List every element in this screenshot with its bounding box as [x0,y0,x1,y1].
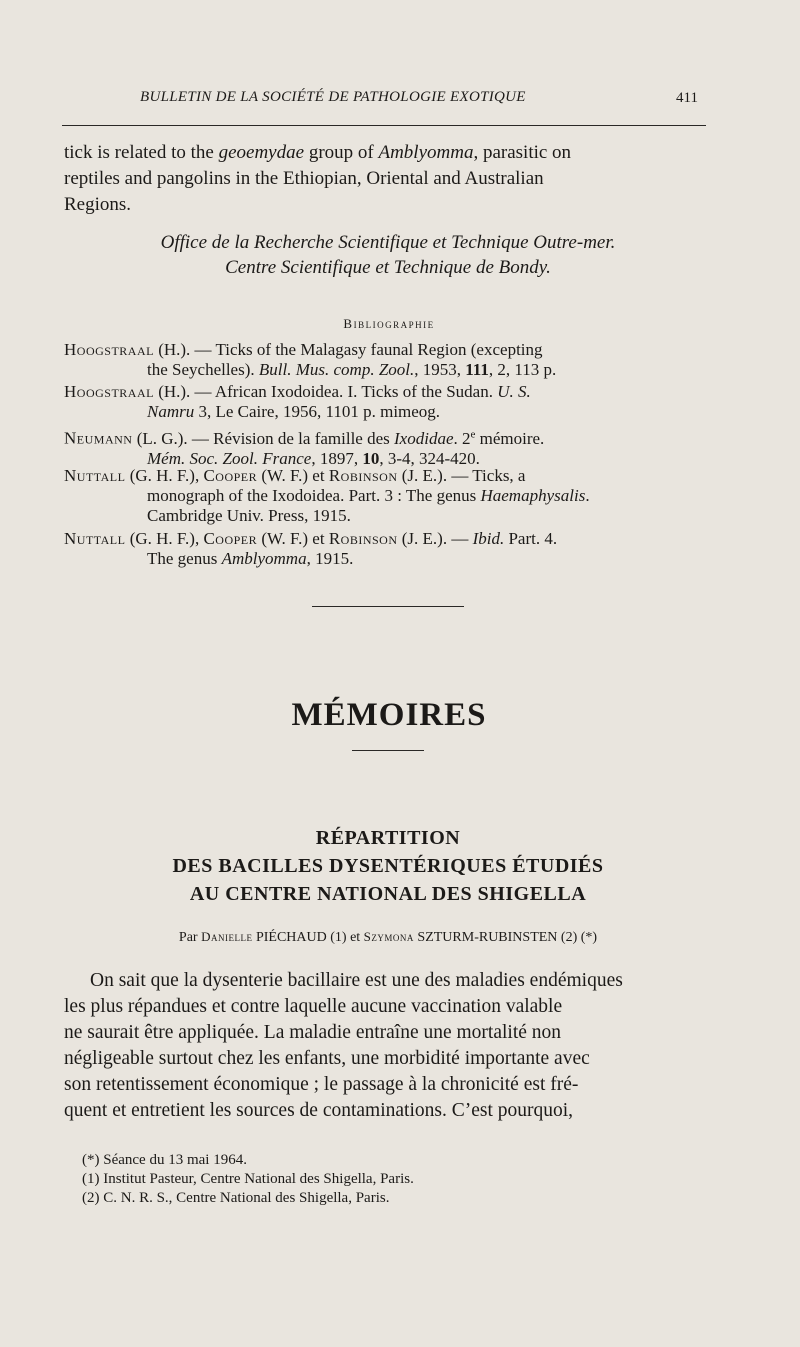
running-header: BULLETIN DE LA SOCIÉTÉ DE PATHOLOGIE EXOTIQUE [140,89,526,105]
article-title-line-2: DES BACILLES DYSENTÉRIQUES ÉTUDIÉS [172,855,604,877]
ref1-line1: (H.). — Ticks of the Malagasy faunal Region (excepting [158,340,543,359]
ref1-line2: the Seychelles). Bull. Mus. comp. Zool., 1953, 111, 2, 113 p. [147,360,557,379]
ref5-line2: The genus Amblyomma, 1915. [147,549,354,568]
paragraph-line-3: ne saurait être appliquée. La maladie entraîne une mortalité non [64,1022,562,1043]
article-title-line-1: RÉPARTITION [315,827,461,849]
paragraph-line-1: On sait que la dysenterie bacillaire est une des maladies endémiques [90,970,623,991]
section-title: MÉMOIRES [291,697,487,733]
author1-last-name: PIÉCHAUD [255,930,327,945]
bibliography-end-rule [312,606,464,607]
footnote-2: (2) C. N. R. S., Centre National des Shigella, Paris. [82,1190,390,1206]
ref4-line1: (G. H. F.), Cooper (W. F.) et Robinson (J. E.). — Ticks, a [129,466,526,485]
reference-2 [64,382,716,422]
reference-3 [64,424,716,469]
ref3-author: Neumann [64,428,133,448]
reference-5 [64,529,716,569]
affiliation-line-2: Centre Scientifique et Technique de Bondy. [225,257,551,278]
intro-amblyomma: Amblyomma [378,142,474,163]
paragraph-line-4: négligeable surtout chez les enfants, une morbidité importante avec [64,1048,590,1069]
article-title-line-3: AU CENTRE NATIONAL DES SHIGELLA [189,883,587,905]
ref2-line1: (H.). — African Ixodoidea. I. Ticks of the Sudan. U. S. [158,382,531,401]
ref2-line2: Namru 3, Le Caire, 1956, 1101 p. mimeog. [147,402,441,421]
ref3-line1: (L. G.). — Révision de la famille des Ixodidae. 2e mémoire. [136,428,545,448]
intro-line-2: reptiles and pangolins in the Ethiopian, Oriental and Australian [64,168,544,189]
reference-1 [64,340,716,380]
intro-line-3: Regions. [64,194,132,215]
ref5-author: Nuttall [64,529,126,548]
bibliography-heading: Bibliographie [343,316,435,331]
ref4-line3: Cambridge Univ. Press, 1915. [147,506,351,525]
paragraph-line-6: quent et entretient les sources de contaminations. C’est pourquoi, [64,1100,574,1121]
byline-et: et [350,930,361,945]
page-number: 411 [676,90,698,106]
ref1-author: Hoogstraal [64,340,154,359]
ref5-line1: (G. H. F.), Cooper (W. F.) et Robinson (J. E.). — Ibid. Part. 4. [129,529,558,548]
footnote-star: (*) Séance du 13 mai 1964. [82,1152,247,1168]
byline-par: Par [178,930,198,945]
author1-note: (1) [330,930,347,945]
author2-note: (2) (*) [560,930,598,945]
ref2-author: Hoogstraal [64,382,154,401]
intro-line-1: tick is related to the geoemydae group of Amblyomma, parasitic on [64,142,572,163]
paragraph-line-5: son retentissement économique ; le passage à la chronicité est fré- [64,1074,579,1095]
ref4-line2: monograph of the Ixodoidea. Part. 3 : The genus Haemaphysalis. [147,486,590,505]
author2-first-name: Szymona [363,929,414,944]
author2-last-name: SZTURM-RUBINSTEN [417,930,558,945]
header-rule [62,125,706,126]
ref4-author: Nuttall [64,466,126,485]
author1-first-name: Danielle [201,929,253,944]
byline [64,929,712,946]
reference-4 [64,466,716,526]
article-paragraph [64,968,712,1124]
intro-geoemydae: geoemydae [218,142,305,163]
footnote-1: (1) Institut Pasteur, Centre National des Shigella, Paris. [82,1171,414,1187]
intro-paragraph [64,140,712,218]
paragraph-line-2: les plus répandues et contre laquelle aucune vaccination valable [64,996,563,1017]
section-rule [352,750,424,751]
ref3-line2: Mém. Soc. Zool. France, 1897, 10, 3-4, 324-420. [147,448,480,468]
affiliation-line-1: Office de la Recherche Scientifique et Technique Outre-mer. [160,232,616,253]
